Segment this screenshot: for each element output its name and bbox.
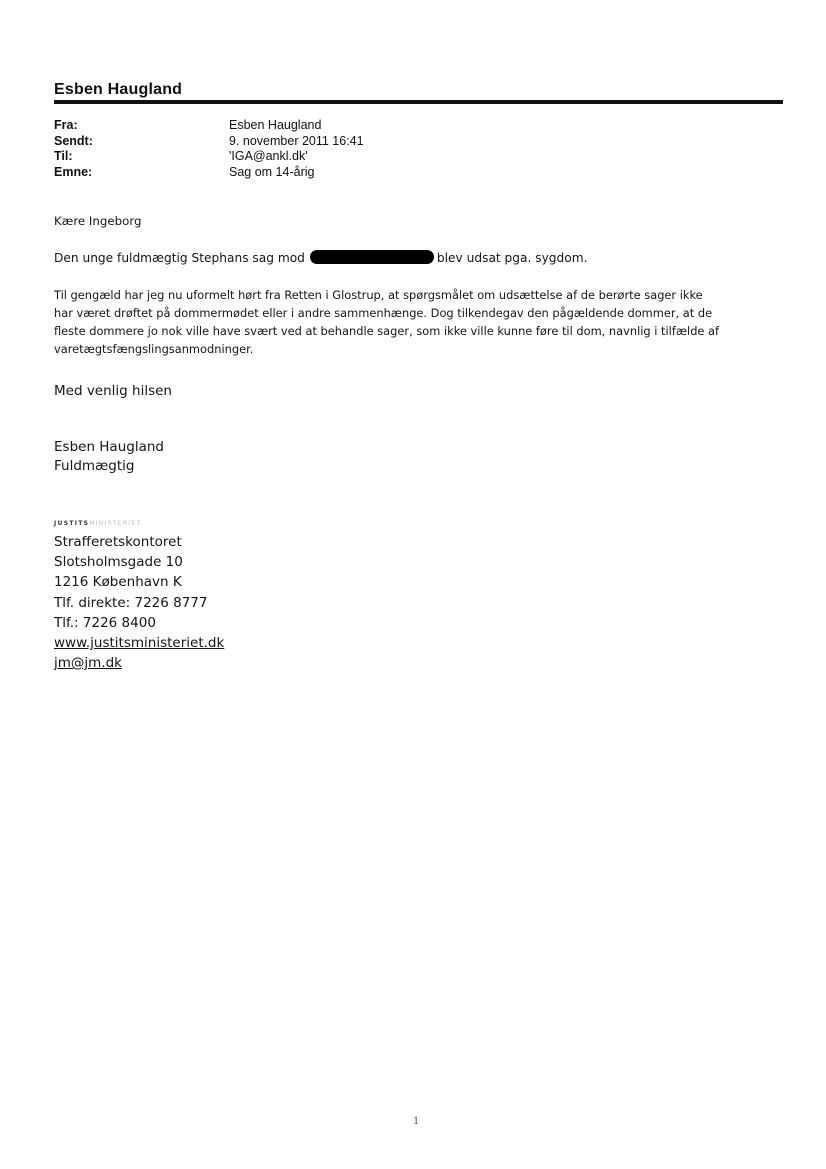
header-value: 'IGA@ankl.dk' [229, 149, 308, 163]
redaction-mark [310, 250, 434, 264]
header-row-to [54, 149, 364, 165]
logo-light: MINISTERIET [89, 520, 142, 527]
paragraph-2 [54, 286, 774, 358]
paragraph-1 [54, 249, 588, 267]
signature-title: Fuldmægtig [54, 458, 135, 474]
header-row-subject [54, 165, 364, 181]
header-row-from [54, 118, 364, 134]
phone: Tlf.: 7226 8400 [54, 614, 156, 631]
paragraph-line: har været drøftet på dommermødet eller i andre sammenhænge. Dog tilkendegav den pågældende dommer, at de [54, 306, 713, 320]
ministry-logo [54, 520, 141, 527]
contact-block [54, 532, 224, 673]
header-label: Sendt: [54, 133, 93, 148]
header-row-sent [54, 134, 364, 150]
closing: Med venlig hilsen [54, 383, 172, 399]
paragraph-line: fleste dommere jo nok ville have svært ved at behandle sager, som ikke ville kunne føre til dom, navnlig i tilfælde af [54, 324, 720, 338]
sender-title: Esben Haugland [54, 81, 183, 98]
header-rule [54, 100, 783, 104]
office-name: Strafferetskontoret [54, 534, 182, 550]
logo-bold: JUSTITS [54, 520, 90, 527]
phone-direct: Tlf. direkte: 7226 8777 [54, 594, 208, 611]
signature [54, 438, 164, 476]
header-label: Emne: [54, 164, 93, 179]
street-address: Slotsholmsgade 10 [54, 554, 183, 571]
city: 1216 København K [54, 574, 182, 591]
signature-name: Esben Haugland [54, 439, 164, 455]
greeting: Kære Ingeborg [54, 214, 142, 228]
header-label: Fra: [54, 118, 78, 132]
header-value: Sag om 14-årig [229, 164, 315, 179]
email-link[interactable]: jm@jm.dk [54, 655, 122, 672]
header-label: Til: [54, 149, 73, 163]
paragraph-1-start: Den unge fuldmægtig Stephans sag mod [54, 251, 305, 265]
header-value: 9. november 2011 16:41 [229, 133, 364, 148]
website-link[interactable]: www.justitsministeriet.dk [54, 635, 225, 652]
email-header [54, 118, 364, 180]
header-value: Esben Haugland [229, 118, 322, 132]
paragraph-1-end: blev udsat pga. sygdom. [436, 251, 588, 265]
paragraph-line: Til gengæld har jeg nu uformelt hørt fra Retten i Glostrup, at spørgsmålet om udsættelse af de berørte sager ikke [54, 288, 703, 302]
page-number: 1 [413, 1116, 420, 1127]
paragraph-line: varetægtsfængslingsanmodninger. [54, 342, 254, 356]
